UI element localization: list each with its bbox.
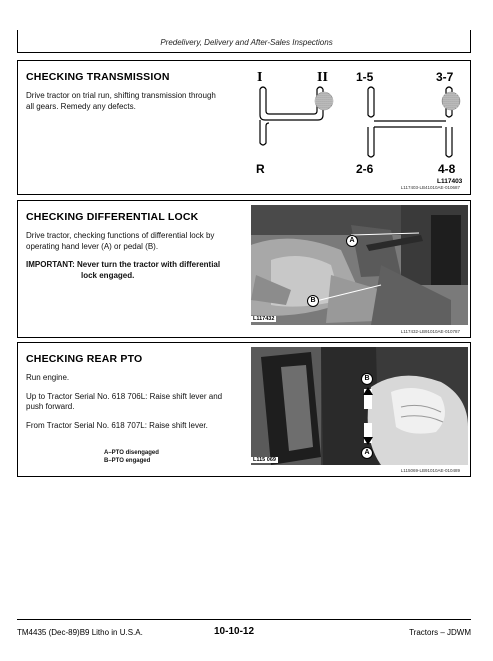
- important-text-line1: Never turn the tractor with differential: [76, 260, 221, 269]
- important-note: [26, 260, 241, 281]
- body-paragraph: Run engine.: [26, 373, 70, 382]
- figure-code: L117432-LB91010AE-010787: [400, 329, 460, 334]
- section-checking-differential-lock: [17, 200, 471, 338]
- footer-page-number: 10-10-12: [214, 626, 255, 637]
- callout-b: B: [361, 373, 373, 385]
- footer-publication-info: TM4435 (Dec-89)B9 Litho in U.S.A.: [17, 628, 143, 637]
- figure-code: L117403-LB41010AE-010687: [400, 185, 460, 190]
- gear-label-range-2: II: [317, 70, 328, 85]
- rear-pto-photo: [251, 347, 468, 465]
- footer-divider: [17, 619, 471, 620]
- gear-label-4-8: 4-8: [438, 162, 456, 176]
- body-paragraph: Up to Tractor Serial No. 618 706L: Raise shift lever and push forward.: [26, 391, 223, 411]
- important-label: IMPORTANT:: [26, 260, 75, 269]
- page-header-title: Predelivery, Delivery and After-Sales Inspections: [160, 38, 333, 47]
- section-body: [26, 373, 241, 439]
- selected-gear-indicator: [442, 92, 460, 110]
- figure-legend: [104, 449, 244, 465]
- section-heading: CHECKING DIFFERENTIAL LOCK: [26, 211, 199, 223]
- range-shift-pattern: [260, 87, 323, 145]
- footer-manual-title: Tractors – JDWM: [409, 628, 471, 637]
- callout-a: A: [361, 447, 373, 459]
- section-body: [26, 91, 216, 120]
- section-checking-rear-pto: [17, 342, 471, 477]
- body-paragraph: From Tractor Serial No. 618 707L: Raise shift lever.: [26, 420, 208, 430]
- figure-code: L115069-LB91010AE-010489: [400, 468, 460, 473]
- gear-label-3-7: 3-7: [436, 70, 454, 84]
- figure-label: L117432: [253, 316, 275, 322]
- gear-label-2-6: 2-6: [356, 162, 374, 176]
- section-heading: CHECKING REAR PTO: [26, 353, 143, 365]
- body-paragraph: Drive tractor on trial run, shifting transmission through all gears. Remedy any defects.: [26, 91, 216, 111]
- legend-item-a: A–PTO disengaged: [104, 450, 159, 456]
- gear-label-1-5: 1-5: [356, 70, 374, 84]
- figure-label: L115 069: [253, 457, 276, 463]
- gear-label-reverse: R: [256, 162, 265, 176]
- header-divider: [17, 52, 471, 53]
- differential-lock-photo: [251, 205, 468, 325]
- section-heading: CHECKING TRANSMISSION: [26, 71, 170, 83]
- important-text-line2: lock engaged.: [81, 270, 135, 280]
- figure-label: L117403: [437, 178, 463, 185]
- callout-b: B: [307, 295, 319, 307]
- legend-item-b: B–PTO engaged: [104, 458, 151, 464]
- gear-shift-pattern: [368, 87, 452, 157]
- photo-illustration: [251, 347, 468, 465]
- selected-range-indicator: [315, 92, 333, 110]
- photo-illustration: [251, 205, 468, 325]
- gear-label-range-1: I: [257, 70, 263, 85]
- body-paragraph: Drive tractor, checking functions of differential lock by operating hand lever (A) or pedal (B).: [26, 231, 215, 251]
- section-checking-transmission: [17, 60, 471, 195]
- gear-shift-pattern-diagram: [248, 65, 470, 185]
- callout-a: A: [346, 235, 358, 247]
- section-body: [26, 231, 241, 289]
